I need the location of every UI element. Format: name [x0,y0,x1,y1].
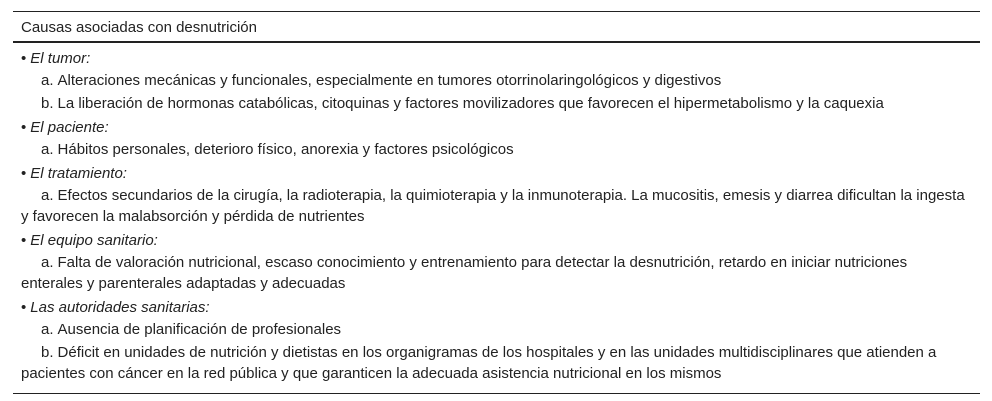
bullet: • [21,50,27,67]
bullet: • [21,165,27,182]
table-body [13,43,980,394]
list-item [21,139,972,160]
list-item [21,185,972,227]
item-letter: a. [41,321,54,338]
causes-table [13,11,980,394]
list-item [21,342,972,384]
category-heading [21,47,972,70]
item-text: Alteraciones mecánicas y funcionales, especialmente en tumores otorrinolaringológicos y digestivos [57,72,722,89]
category-heading [21,162,972,185]
category-health-authorities [21,296,972,384]
item-text: Déficit en unidades de nutrición y dietistas en los organigramas de los hospitales y en las unidades multidisciplinares que atienden a pacientes con cáncer en la red pública y que garanticen la adecuada asistencia nutricional en los mismos [21,344,937,382]
category-title: El equipo sanitario: [30,232,158,249]
item-text: Hábitos personales, deterioro físico, anorexia y factores psicológicos [57,141,514,158]
category-patient [21,116,972,160]
category-tumor [21,47,972,114]
bullet: • [21,119,27,136]
item-letter: a. [41,141,54,158]
category-heading [21,116,972,139]
list-item [21,252,972,294]
category-heading [21,229,972,252]
item-letter: b. [41,344,54,361]
item-letter: b. [41,95,54,112]
table-header [13,12,980,43]
item-text: Efectos secundarios de la cirugía, la radioterapia, la quimioterapia y la inmunoterapia. La mucositis, emesis y diarrea dificultan la ingesta y favorecen la malabsorción y pérdida de nutrientes [21,187,965,225]
category-title: El tumor: [30,50,91,67]
item-text: La liberación de hormonas catabólicas, citoquinas y factores movilizadores que favorecen el hipermetabolismo y la caquexia [57,95,884,112]
list-item [21,70,972,91]
item-letter: a. [41,187,54,204]
item-text: Ausencia de planificación de profesionales [57,321,342,338]
bullet: • [21,232,27,249]
category-title: El paciente: [30,119,109,136]
category-title: Las autoridades sanitarias: [30,299,210,316]
list-item [21,93,972,114]
table-header-text: Causas asociadas con desnutrición [21,19,257,36]
list-item [21,319,972,340]
item-text: Falta de valoración nutricional, escaso conocimiento y entrenamiento para detectar la desnutrición, retardo en iniciar nutriciones enterales y parenterales adaptadas y adecuadas [21,254,908,292]
category-heading [21,296,972,319]
bullet: • [21,299,27,316]
category-treatment [21,162,972,227]
item-letter: a. [41,72,54,89]
item-letter: a. [41,254,54,271]
category-title: El tratamiento: [30,165,127,182]
category-health-team [21,229,972,294]
